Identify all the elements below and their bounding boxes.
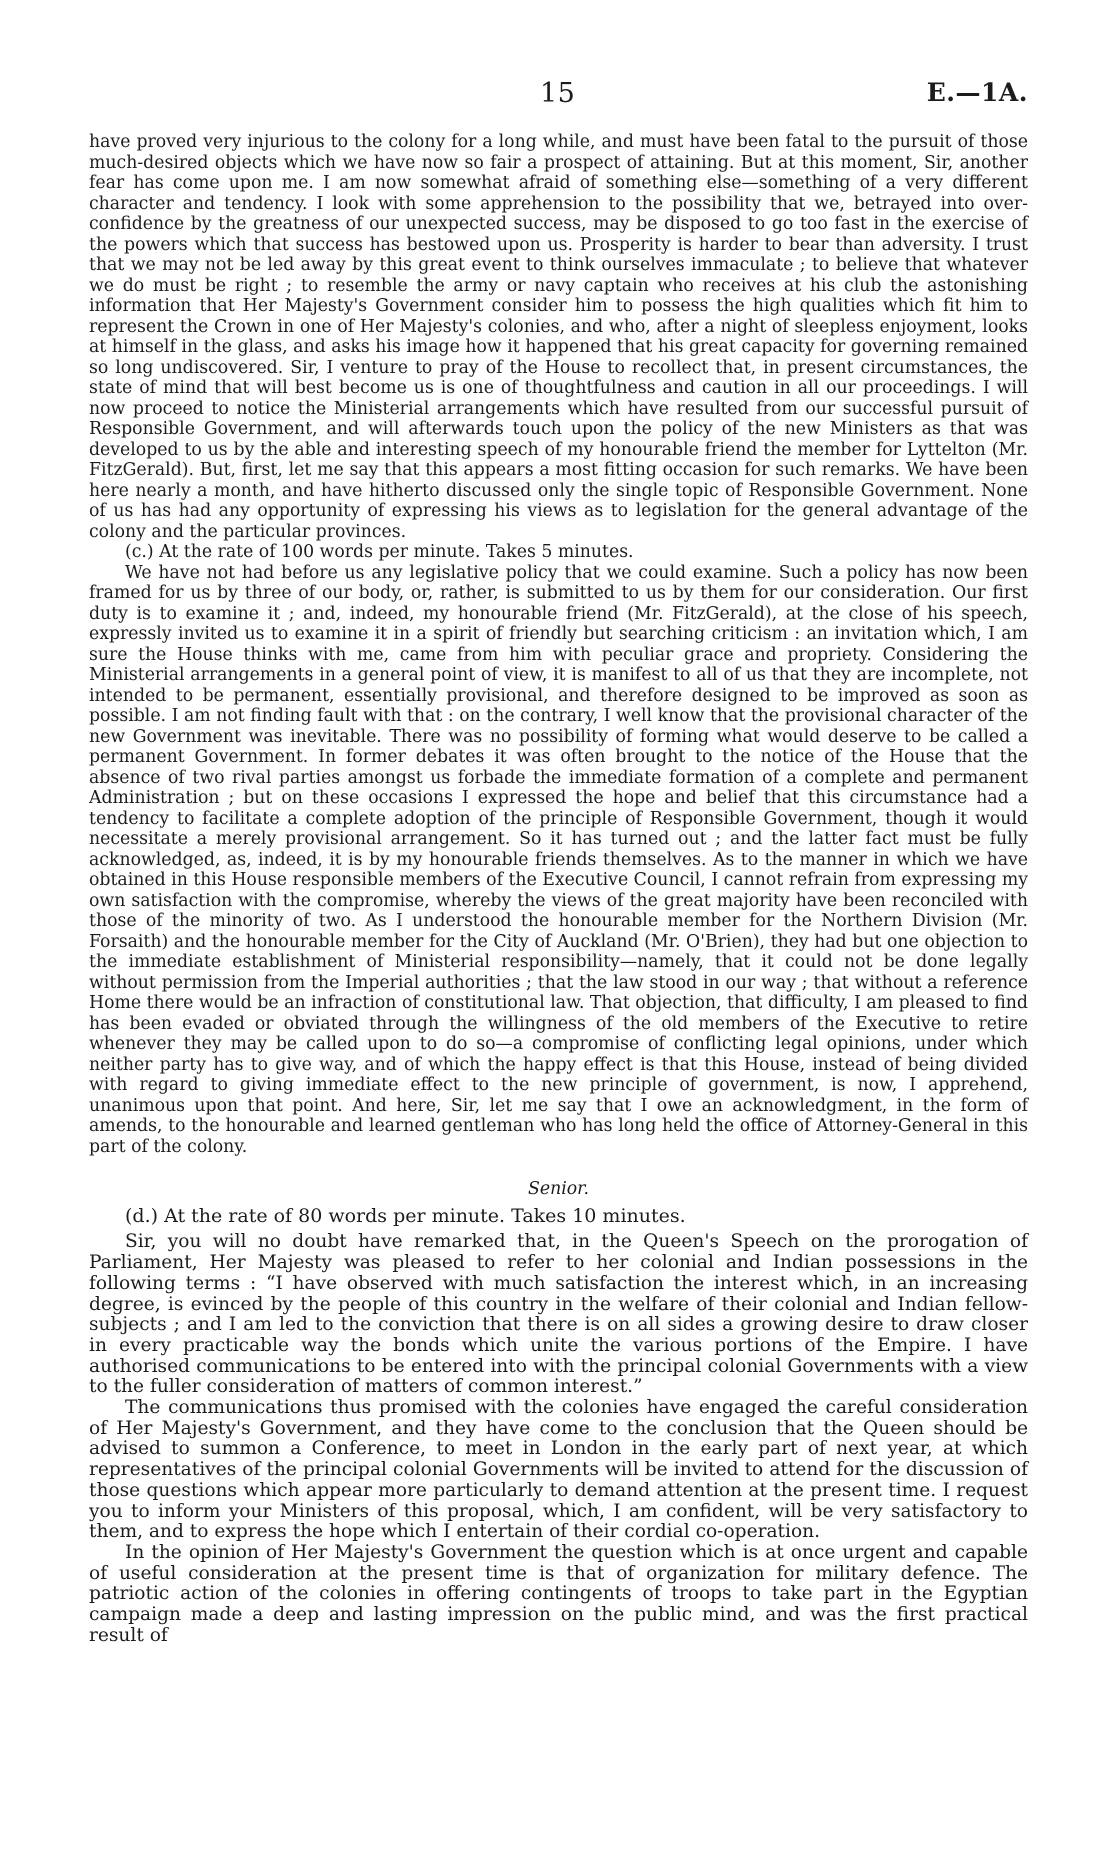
paragraph: The communications thus promised with the colonies have engaged the careful consideration of Her Majesty's Government, and they have come to the conclusion that the Queen should be advised to summon a Conference, to meet in London in the early part of next year, at which representatives of the principal colonial Governments will be invited to attend for the discussion of those questions which appear more particularly to demand attention at the present time. I request you to inform your Ministers of this proposal, which, I am confident, will be very satisfactory to them, and to express the hope which I entertain of their cordial co-operation. (89, 1397, 1028, 1543)
section-title-senior: Senior. (528, 1179, 589, 1199)
body-text (89, 132, 1028, 1646)
rate-heading-d: (d.) At the rate of 80 words per minute. Takes 10 minutes. (125, 1204, 686, 1227)
paragraph-continued: have proved very injurious to the colony for a long while, and must have been fatal to the pursuit of those much-desired objects which we have now so fair a prospect of attaining. But at this moment, Sir, another fear has come upon me. I am now somewhat afraid of something else—something of a very different character and tendency. I look with some apprehension to the possibility that we, betrayed into over-confidence by the greatness of our unexpected success, may be disposed to go too fast in the exercise of the powers which that success has bestowed upon us. Prosperity is harder to bear than adversity. I trust that we may not be led away by this great event to think ourselves immaculate ; to believe that whatever we do must be right ; to resemble the army or navy captain who receives at his club the astonishing information that Her Majesty's Government consider him to possess the high qualities which fit him to represent the Crown in one of Her Majesty's colonies, and who, after a night of sleepless enjoyment, looks at himself in the glass, and asks his image how it happened that his great capacity for governing remained so long undiscovered. Sir, I venture to pray of the House to recollect that, in present circumstances, the state of mind that will best become us is one of thoughtfulness and caution in all our proceedings. I will now proceed to notice the Ministerial arrangements which have resulted from our successful pursuit of Responsible Government, and will afterwards touch upon the policy of the new Ministers as that was developed to us by the able and interesting speech of my honourable friend the member for Lyttelton (Mr. FitzGerald). But, first, let me say that this appears a most fitting occasion for such remarks. We have been here nearly a month, and have hitherto discussed only the single topic of Responsible Government. None of us has had any opportunity of expressing his views as to legislation for the general advantage of the colony and the particular provinces. (89, 132, 1028, 542)
paragraph: In the opinion of Her Majesty's Government the question which is at once urgent and capable of useful consideration at the present time is that of organization for military defence. The patriotic action of the colonies in offering contingents of troops to take part in the Egyptian campaign made a deep and lasting impression on the public mind, and was the first practical result of (89, 1541, 1028, 1646)
rate-heading-c: (c.) At the rate of 100 words per minute. Takes 5 minutes. (125, 542, 634, 562)
paragraph: We have not had before us any legislative policy that we could examine. Such a policy has now been framed for us by three of our body, or, rather, is submitted to us by them for our consideration. Our first duty is to examine it ; and, indeed, my honourable friend (Mr. FitzGerald), at the close of his speech, expressly invited us to examine it in a spirit of friendly but searching criticism : an invitation which, I am sure the House thinks with me, came from him with peculiar grace and propriety. Considering the Ministerial arrangements in a general point of view, it is manifest to all of us that they are incomplete, not intended to be permanent, essentially provisional, and therefore designed to be improved as soon as possible. I am not finding fault with that : on the contrary, I well know that the provisional character of the new Government was inevitable. There was no possibility of forming what would deserve to be called a permanent Government. In former debates it was often brought to the notice of the House that the absence of two rival parties amongst us forbade the immediate formation of a complete and permanent Administration ; but on these occasions I expressed the hope and belief that this circumstance had a tendency to facilitate a complete adoption of the principle of Responsible Government, though it would necessitate a merely provisional arrangement. So it has turned out ; and the latter fact must be fully acknowledged, as, indeed, it is by my honourable friends themselves. As to the manner in which we have obtained in this House responsible members of the Executive Council, I cannot refrain from expressing my own satisfaction with the compromise, whereby the views of the great majority have been reconciled with those of the minority of two. As I understood the honourable member for the Northern Division (Mr. Forsaith) and the honourable member for the City of Auckland (Mr. O'Brien), they had but one objection to the immediate establishment of Ministerial responsibility—namely, that it could not be done legally without permission from the Imperial authorities ; that the law stood in our way ; that without a reference Home there would be an infraction of constitutional law. That objection, that difficulty, I am pleased to find has been evaded or obviated through the willingness of the old members of the Executive to retire whenever they may be called upon to do so—a compromise of conflicting legal opinions, under which neither party has to give way, and of which the happy effect is that this House, instead of being divided with regard to giving immediate effect to the new principle of government, is now, I apprehend, unanimous upon that point. And here, Sir, let me say that I owe an acknowledgment, in the form of amends, to the honourable and learned gentleman who has long held the office of Attorney-General in this part of the colony. (89, 562, 1028, 1157)
document-reference: E.—1A. (926, 78, 1028, 107)
senior-section (89, 1179, 1028, 1646)
page-number: 15 (540, 78, 576, 109)
paragraph: Sir, you will no doubt have remarked that, in the Queen's Speech on the prorogation of Parliament, Her Majesty was pleased to refer to her colonial and Indian possessions in the following terms : “I have observed with much satisfaction the interest which, in an increasing degree, is evinced by the people of this country in the welfare of their colonial and Indian fellow-subjects ; and I am led to the conviction that there is on all sides a growing desire to draw closer in every practicable way the bonds which unite the various portions of the Empire. I have authorised communications to be entered into with the principal colonial Governments with a view to the fuller consideration of matters of common interest.” (89, 1231, 1028, 1398)
